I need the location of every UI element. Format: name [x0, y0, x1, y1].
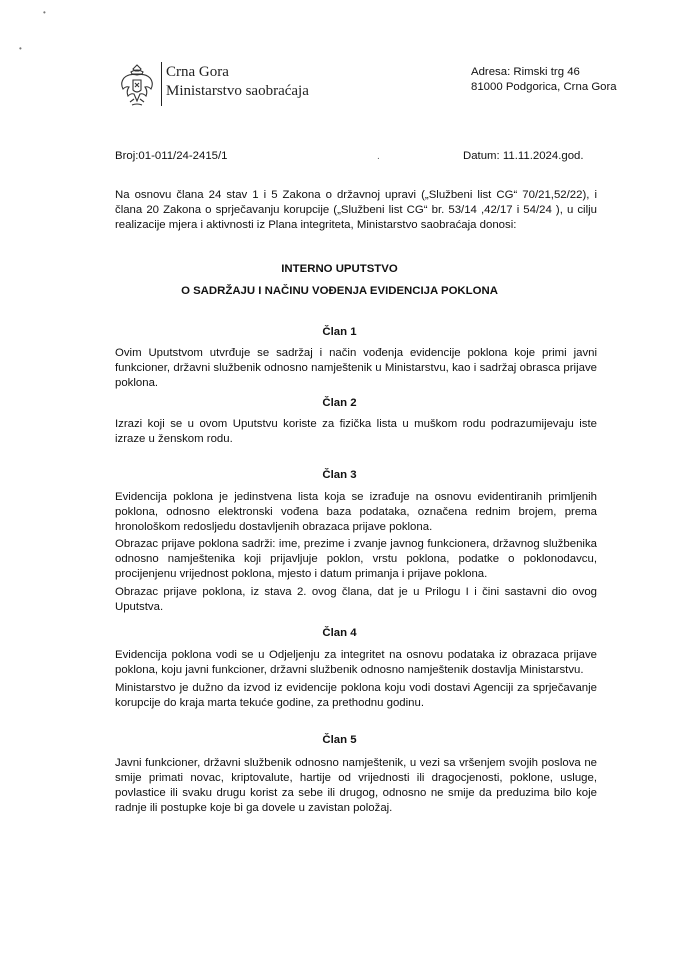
article-4-paragraph-2: Ministarstvo je dužno da izvod iz evidencije poklona koju vodi dostavi Agenciji za sprječavanje korupcije do kraja marta tekuće godine, za prethodnu godinu.	[115, 682, 597, 709]
article-3-heading: Član 3	[322, 469, 357, 481]
organization-name	[166, 63, 309, 101]
article-4-paragraph-1: Evidencija poklona vodi se u Odjeljenju za integritet na osnovu podataka iz obrazaca prijave poklona, koju javni funkcioner, državni službenik odnosno namještenik dostavlja Ministarstvu.	[115, 649, 597, 676]
article-5-heading: Član 5	[322, 734, 357, 746]
document-subtitle: O SADRŽAJU I NAČINU VOĐENJA EVIDENCIJA POKLONA	[181, 285, 498, 297]
header-divider	[161, 62, 162, 106]
scan-mark: •	[19, 44, 22, 53]
article-3-paragraph-3: Obrazac prijave poklona, iz stava 2. ovog člana, dat je u Prilogu I i čini sastavni dio ovog Uputstva.	[115, 586, 597, 613]
address-street: Adresa: Rimski trg 46	[471, 66, 580, 78]
document-title: INTERNO UPUTSTVO	[281, 263, 398, 275]
org-country: Crna Gora	[166, 64, 229, 80]
address-block	[471, 65, 617, 95]
address-city: 81000 Podgorica, Crna Gora	[471, 81, 617, 93]
article-3-paragraph-1: Evidencija poklona je jedinstvena lista koja se izrađuje na osnovu evidentiranih primljenih poklona, odnosno elektronski vođena baza podataka, označena rednim brojem, prema hronološkom redosljedu dostavljenih obrazaca prijave poklona.	[115, 491, 597, 533]
article-1-heading: Član 1	[322, 326, 357, 338]
org-ministry: Ministarstvo saobraćaja	[166, 83, 309, 99]
scan-mark: •	[43, 8, 46, 17]
article-5-paragraph: Javni funkcioner, državni službenik odnosno namještenik, u vezi sa vršenjem svojih poslova ne smije primati novac, kriptovalute, hartije od vrijednosti ili dragocjenosti, poklone, usluge, povlastice ili svaku drugu korist za sebe ili drugog, odnosno ne smije da preduzima bilo koje radnje ili postupke koje bi ga dovele u zavistan položaj.	[115, 757, 597, 814]
reference-separator: .	[377, 151, 380, 162]
article-1-paragraph: Ovim Uputstvom utvrđuje se sadržaj i način vođenja evidencije poklona koje primi javni funkcioner, državni službenik odnosno namještenik u Ministarstvu, kao i sadržaj obrasca prijave poklona.	[115, 347, 597, 389]
reference-number: Broj:01-011/24-2415/1	[115, 150, 228, 162]
intro-paragraph: Na osnovu člana 24 stav 1 i 5 Zakona o državnoj upravi („Službeni list CG“ 70/21,52/22), i člana 20 Zakona o sprječavanju korupcije („Službeni list CG“ br. 53/14 ,42/17 i 54/24 ), u cilju realizacije mjera i aktivnosti iz Plana integriteta, Ministarstvo saobraćaja donosi:	[115, 189, 597, 231]
coat-of-arms-icon	[116, 63, 158, 109]
article-2-heading: Član 2	[322, 397, 357, 409]
document-date: Datum: 11.11.2024.god.	[463, 150, 584, 162]
article-2-paragraph: Izrazi koji se u ovom Uputstvu koriste za fizička lista u muškom rodu podrazumijevaju iste izraze u ženskom rodu.	[115, 418, 597, 445]
article-3-paragraph-2: Obrazac prijave poklona sadrži: ime, prezime i zvanje javnog funkcionera, državnog službenika odnosno namještenika koji prijavljuje poklon, vrstu poklona, podatke o poklonodavcu, procijenjenu vrijednost poklona, mjesto i datum primanja i prijave poklona.	[115, 538, 597, 580]
article-4-heading: Član 4	[322, 627, 357, 639]
